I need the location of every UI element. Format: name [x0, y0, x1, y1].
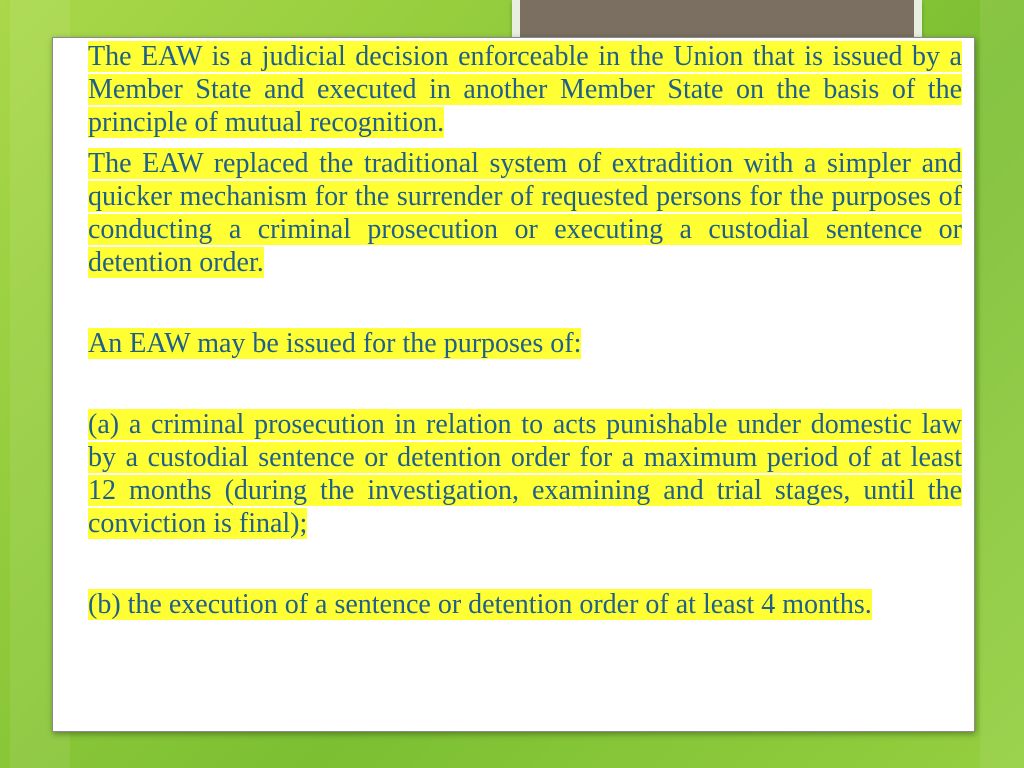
paragraph-purpose-b	[88, 588, 962, 621]
highlighted-text: (b) the execution of a sentence or detention order of at least 4 months.	[88, 589, 872, 620]
slide-body	[88, 40, 962, 621]
slide-content-panel	[52, 37, 975, 732]
paragraph-purposes-intro	[88, 327, 962, 360]
highlighted-text: The EAW replaced the traditional system of extradition with a simpler and quicker mechanism for the surrender of requested persons for the purposes of conducting a criminal prosecution or executing a custodial sentence or detention order.	[88, 148, 962, 278]
highlighted-text: An EAW may be issued for the purposes of:	[88, 328, 582, 359]
background-stripe	[980, 0, 1024, 768]
highlighted-text: The EAW is a judicial decision enforceable in the Union that is issued by a Member State and executed in another Member State on the basis of the principle of mutual recognition.	[88, 41, 962, 138]
paragraph-eaw-definition	[88, 40, 962, 139]
title-placeholder-fill	[520, 0, 914, 38]
paragraph-eaw-replaced	[88, 147, 962, 279]
highlighted-text: (a) a criminal prosecution in relation to acts punishable under domestic law by a custodial sentence or detention order for a maximum period of at least 12 months (during the investigation, examining and trial stages, until the conviction is final);	[88, 409, 962, 539]
paragraph-purpose-a	[88, 408, 962, 540]
